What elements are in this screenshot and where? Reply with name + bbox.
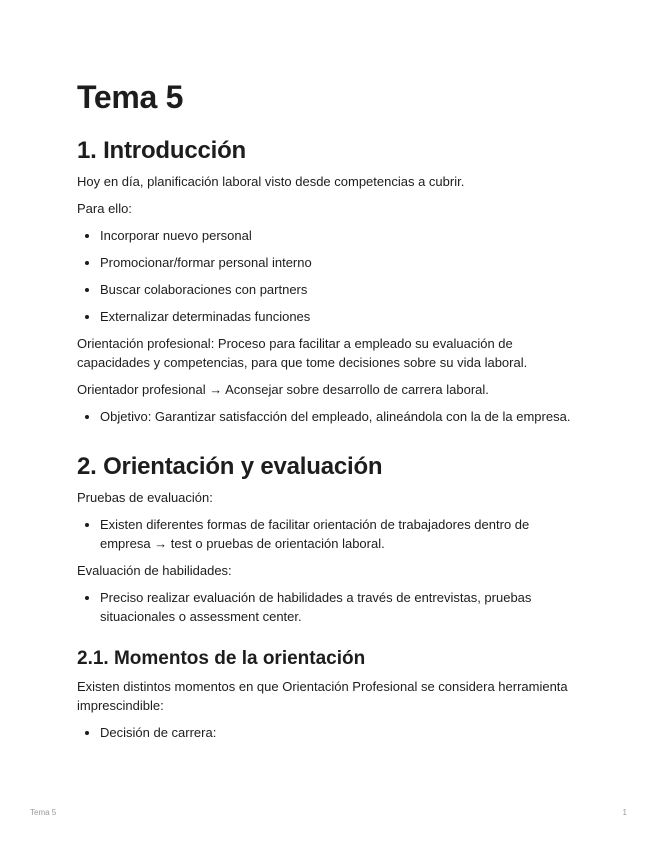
footer-title: Tema 5 <box>30 808 57 817</box>
subsection-heading-momentos: 2.1. Momentos de la orientación <box>77 648 366 669</box>
paragraph: Existen distintos momentos en que Orientación Profesional se considera herramienta imprescindible: <box>77 679 568 713</box>
paragraph: Pruebas de evaluación: <box>77 490 213 505</box>
list-item: • Incorporar nuevo personal <box>100 226 577 245</box>
bullet-list <box>77 226 577 326</box>
list-item: • Objetivo: Garantizar satisfacción del empleado, alineándola con la de la empresa. <box>100 407 577 426</box>
paragraph: Orientación profesional: Proceso para facilitar a empleado su evaluación de capacidades y competencias, para que tome decisiones sobre su vida laboral. <box>77 336 528 370</box>
section-heading-orientacion: 2. Orientación y evaluación <box>77 453 383 480</box>
bullet-list <box>77 588 577 626</box>
bullet-list <box>77 407 577 426</box>
page-title: Tema 5 <box>77 79 184 115</box>
list-item: • Promocionar/formar personal interno <box>100 253 577 272</box>
paragraph: Hoy en día, planificación laboral visto desde competencias a cubrir. <box>77 174 465 189</box>
list-item: • Externalizar determinadas funciones <box>100 307 577 326</box>
list-item: • Existen diferentes formas de facilitar orientación de trabajadores dentro de empresa → test o pruebas de orientación laboral. <box>100 515 577 553</box>
paragraph: Para ello: <box>77 201 132 216</box>
list-item: • Preciso realizar evaluación de habilidades a través de entrevistas, pruebas situacionales o assessment center. <box>100 588 577 626</box>
page-number: 1 <box>622 808 627 817</box>
paragraph: Orientador profesional → Aconsejar sobre desarrollo de carrera laboral. <box>77 382 489 397</box>
paragraph: Evaluación de habilidades: <box>77 563 232 578</box>
bullet-list <box>77 515 577 553</box>
document-page <box>77 78 577 750</box>
section-heading-introduccion: 1. Introducción <box>77 137 247 164</box>
list-item: • Buscar colaboraciones con partners <box>100 280 577 299</box>
bullet-list <box>77 723 577 742</box>
list-item: • Decisión de carrera: <box>100 723 577 742</box>
